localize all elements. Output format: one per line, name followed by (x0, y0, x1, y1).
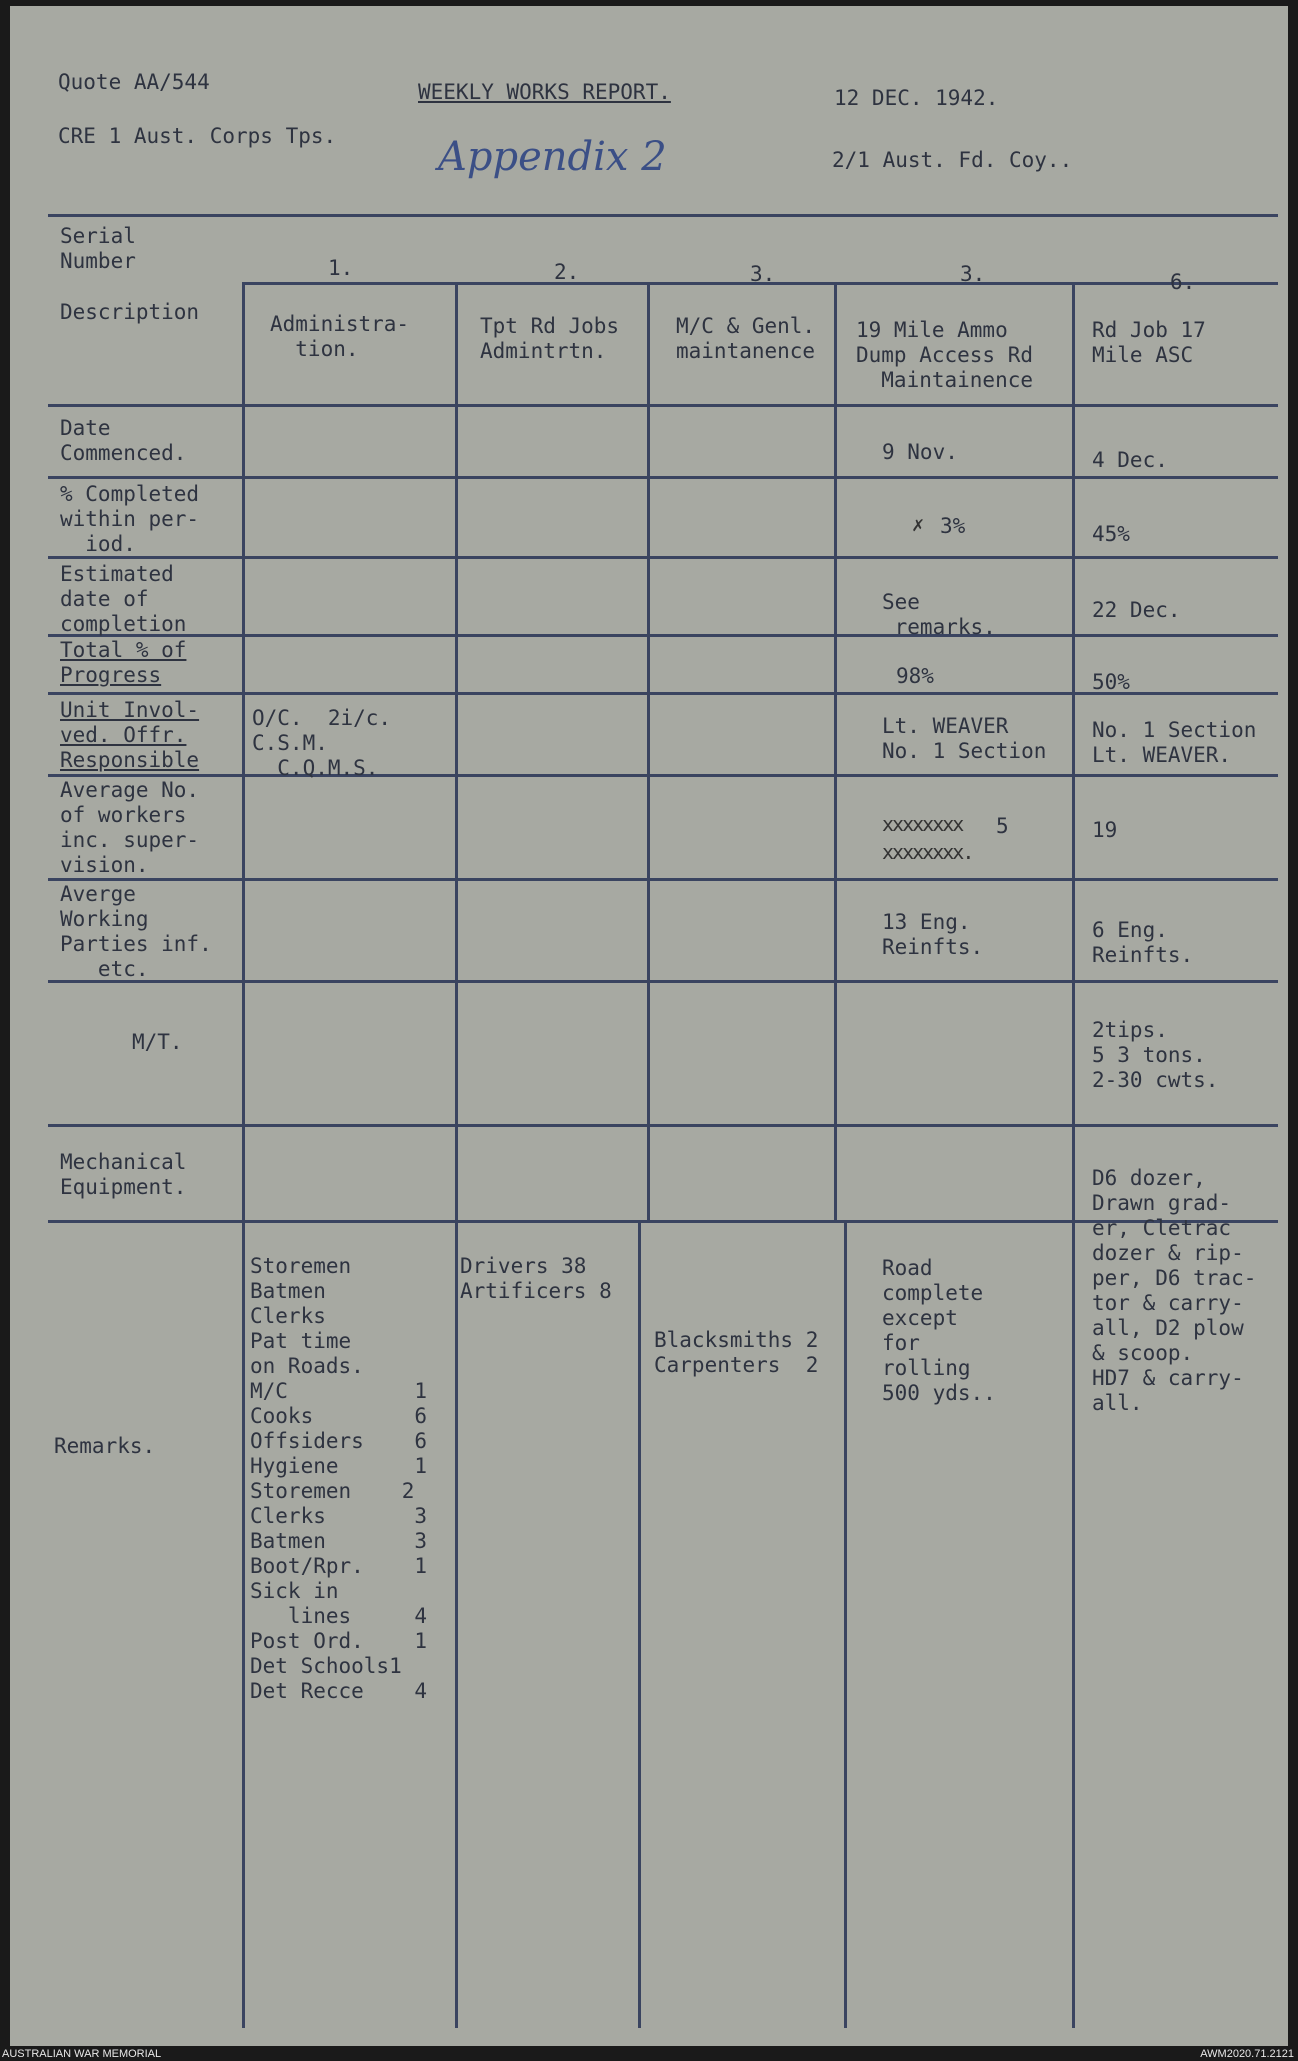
label-unit-involved: Unit Invol- ved. Offr. Responsible (60, 698, 200, 772)
col4-remarks: Road complete except for rolling 500 yds.. (882, 1256, 996, 1405)
cre-line: CRE 1 Aust. Corps Tps. (58, 124, 337, 148)
col5-date-commenced: 4 Dec. (1092, 448, 1168, 472)
col4-total-progress: 98% (896, 664, 934, 688)
col-divider-3a (647, 282, 650, 1222)
label-serial-number: Serial Number (60, 224, 136, 273)
col2-serial: 2. (554, 260, 580, 284)
rule-unit (48, 774, 1278, 777)
col4-percent-completed: 3% (940, 514, 966, 538)
col5-unit: No. 1 Section Lt. WEAVER. (1092, 718, 1257, 767)
label-estimated-completion: Estimated date of completion (60, 562, 187, 636)
unit-name: 2/1 Aust. Fd. Coy.. (832, 148, 1073, 172)
col4-average-workers: 5 (996, 814, 1009, 838)
rule-parties (48, 980, 1278, 983)
col4-date-commenced: 9 Nov. (882, 440, 958, 464)
col5-percent-completed: 45% (1092, 522, 1130, 546)
col5-total-progress: 50% (1092, 670, 1130, 694)
rule-workers (48, 878, 1278, 881)
col5-mechanical-equipment: D6 dozer, Drawn grad- er, Cletrac dozer & rip- per, D6 trac- tor & carry- all, D2 plow & scoop. HD7 & carry- all. (1092, 1166, 1257, 1415)
col5-description: Rd Job 17 Mile ASC (1092, 318, 1206, 367)
col4-estimated-completion: See remarks. (882, 590, 996, 639)
rule-percent (48, 556, 1278, 559)
rule-description (48, 404, 1278, 407)
label-mt: M/T. (132, 1030, 183, 1054)
rule-top (48, 214, 1278, 217)
col1-description: Administra- tion. (270, 312, 410, 361)
col-divider-2 (455, 282, 458, 2028)
col4-description: 19 Mile Ammo Dump Access Rd Maintainence (856, 318, 1034, 392)
col1-unit: O/C. 2i/c. C.S.M. C.Q.M.S. (252, 706, 392, 780)
col5-serial: 6. (1170, 270, 1196, 294)
report-date: 12 DEC. 1942. (834, 86, 999, 110)
label-total-progress: Total % of Progress (60, 638, 187, 687)
col4-average-parties: 13 Eng. Reinfts. (882, 910, 984, 959)
col-divider-1 (242, 282, 245, 2028)
rule-date (48, 476, 1278, 479)
col1-serial: 1. (328, 256, 354, 280)
col4-serial: 3. (960, 262, 986, 286)
quote-reference: Quote AA/544 (58, 70, 210, 94)
col-divider-4a (834, 282, 837, 1222)
col5-average-workers: 19 (1092, 818, 1118, 842)
rule-mt (48, 1124, 1278, 1127)
label-mechanical-equipment: Mechanical Equipment. (60, 1150, 187, 1199)
col2-remarks: Drivers 38 Artificers 8 (460, 1254, 612, 1303)
col-divider-4b (844, 1222, 847, 2028)
col4-unit: Lt. WEAVER No. 1 Section (882, 714, 1047, 763)
label-description: Description (60, 300, 200, 324)
footer-accession: AWM2020.71.2121 (1200, 2048, 1294, 2060)
strikethrough-mark: ✗ (912, 512, 925, 536)
col-divider-3b (638, 1222, 641, 2028)
col3-description: M/C & Genl. maintanence (676, 314, 816, 363)
label-percent-completed: % Completed within per- iod. (60, 482, 200, 556)
col3-serial: 3. (750, 262, 776, 286)
col5-average-parties: 6 Eng. Reinfts. (1092, 918, 1194, 967)
col5-mt: 2tips. 5 3 tons. 2-30 cwts. (1092, 1018, 1219, 1092)
rule-estimated (48, 634, 1278, 637)
col1-remarks: Storemen Batmen Clerks Pat time on Roads. M/C 1 Cooks 6 Offsiders 6 Hygiene 1 Storemen 2 Clerks 3 Batmen 3 Boot/Rpr. 1 Sick in lines 4 Post Ord. 1 Det Schools1 Det Recce 4 (250, 1254, 428, 1703)
col3-remarks: Blacksmiths 2 Carpenters 2 (654, 1328, 819, 1377)
document-sheet (10, 6, 1288, 2046)
col-divider-5 (1072, 282, 1075, 2028)
label-average-parties: Averge Working Parties inf. etc. (60, 882, 212, 981)
struck-text-mark: xxxxxxxx (882, 812, 963, 836)
struck-text-mark-2: xxxxxxxx. (882, 840, 973, 864)
appendix-handwritten: Appendix 2 (438, 134, 667, 180)
col2-description: Tpt Rd Jobs Admintrtn. (480, 314, 620, 363)
label-date-commenced: Date Commenced. (60, 416, 187, 465)
report-title: WEEKLY WORKS REPORT. (418, 80, 671, 104)
label-remarks: Remarks. (54, 1434, 156, 1458)
col5-estimated-completion: 22 Dec. (1092, 598, 1181, 622)
footer-source: AUSTRALIAN WAR MEMORIAL (2, 2048, 162, 2060)
label-average-workers: Average No. of workers inc. super- vision. (60, 778, 200, 877)
